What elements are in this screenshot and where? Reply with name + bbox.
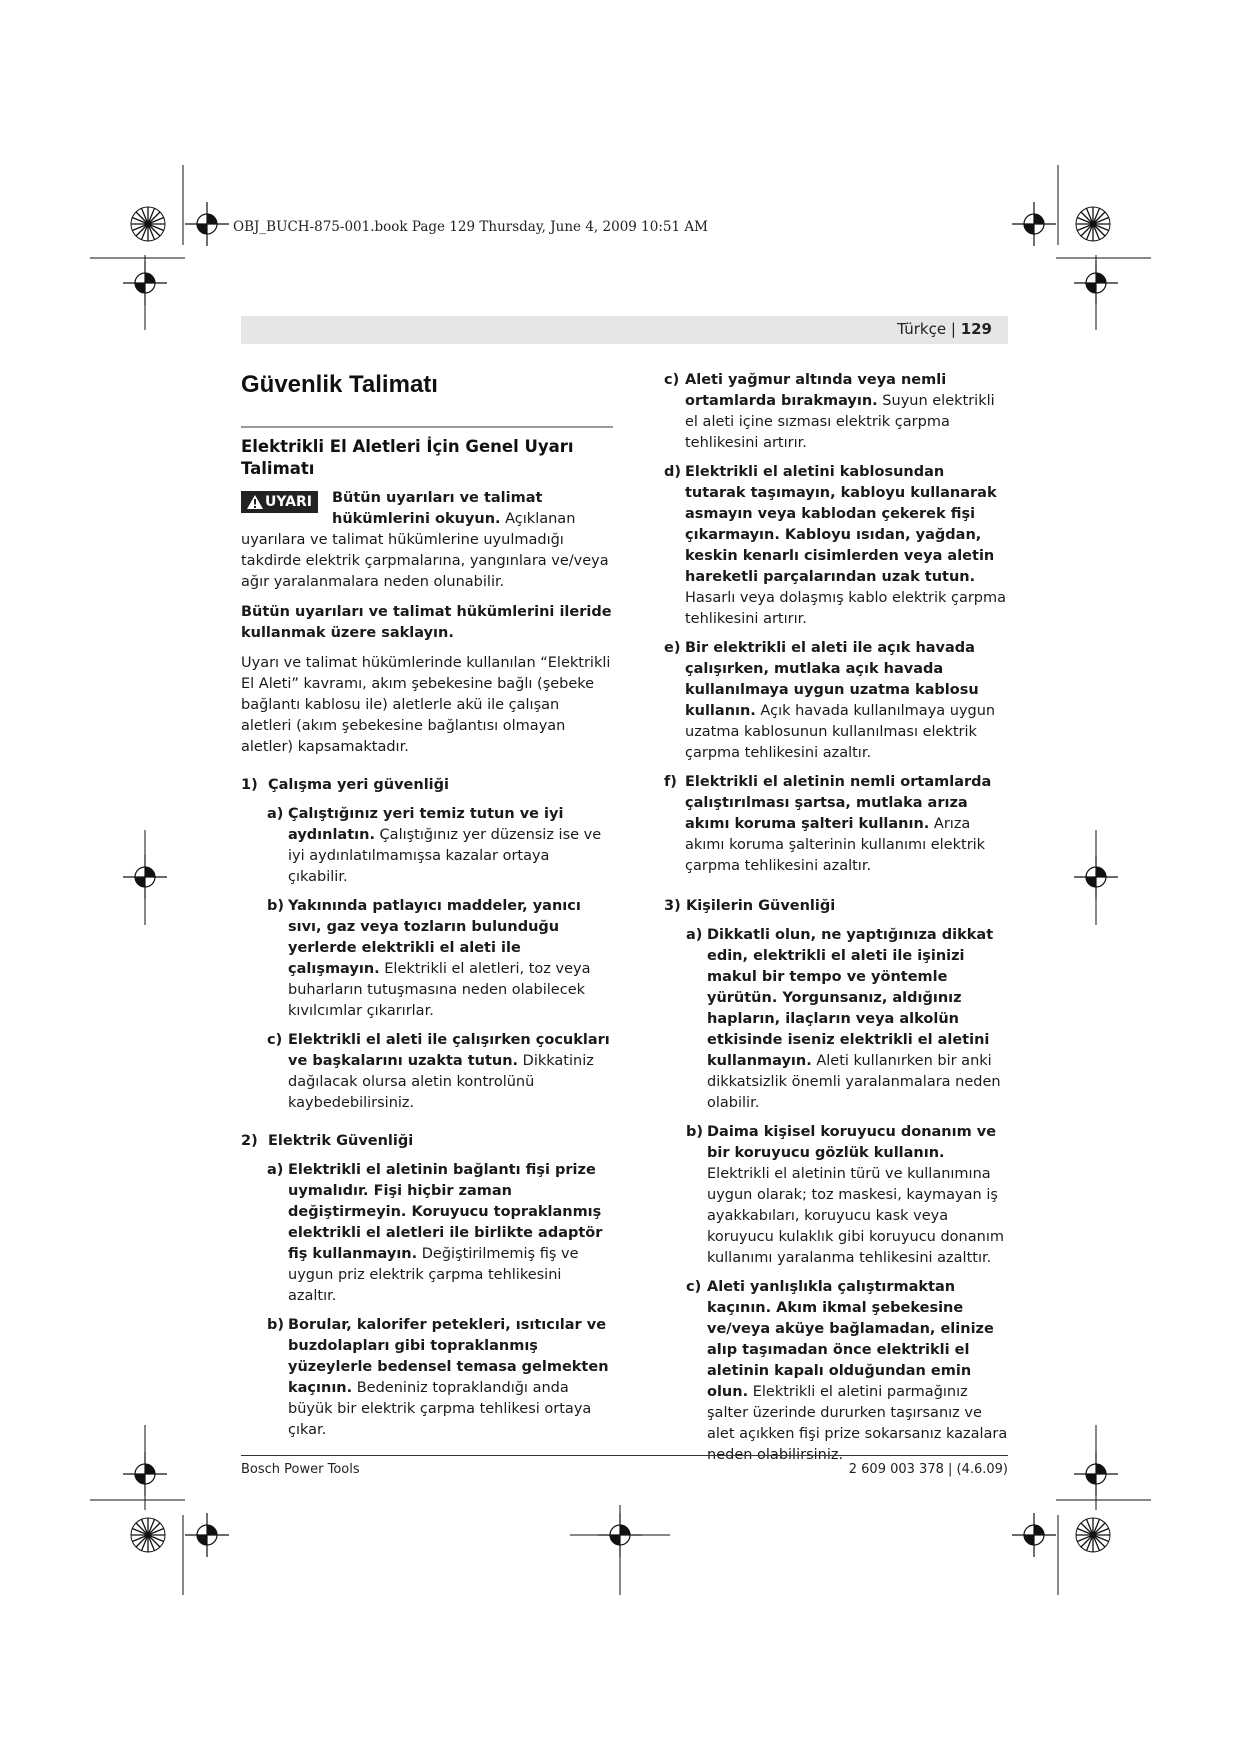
keep-instructions-note: Bütün uyarıları ve talimat hükümlerini ileride kullanmak üzere saklayın. <box>241 604 612 641</box>
section-1 <box>241 775 613 1114</box>
section-divider <box>241 426 613 428</box>
list-item: a) Dikkatli olun, ne yaptığınıza dikkat edin, elektrikli el aleti ile işinizi makul bir tempo ve yöntemle yürütün. Yorgunsanız, aldığınız hapların, ilaçların veya alkolün etkisinde iseniz elektrikli el aletini kullanmayın. Aleti kullanırken bir anki dikkatsizlik önemli yaralanmalara neden olabilir. <box>686 927 1001 1111</box>
list-item: c) Elektrikli el aleti ile çalışırken çocukları ve başkalarını uzakta tutun. Dikkatiniz dağılacak olursa aletin kontrolünü kaybedebilirsiniz. <box>267 1032 610 1111</box>
registration-mark-top-left <box>90 165 229 330</box>
warning-block <box>241 488 613 593</box>
warning-text: Bütün uyarıları ve talimat hükümlerini okuyun. Açıklanan uyarılara ve talimat hükümlerine uyulmadığı takdirde elektrik çarpmalarına, yangınlara ve/veya ağır yaralanmalara neden olunabilir. <box>241 490 609 590</box>
right-column <box>664 370 1008 1466</box>
list-item: b) Borular, kalorifer petekleri, ısıtıcılar ve buzdolapları gibi topraklanmış yüzeylerle bedensel temasa gelmekten kaçının. Bedeniniz topraklandığı anda büyük bir elektrik çarpma tehlikesi ortaya çıkar. <box>267 1317 609 1438</box>
page-header-bar <box>241 316 1008 344</box>
header-separator: | <box>946 320 961 338</box>
print-meta-line: OBJ_BUCH-875-001.book Page 129 Thursday, June 4, 2009 10:51 AM <box>233 219 708 235</box>
list-item: a) Elektrikli el aletinin bağlantı fişi prize uymalıdır. Fişi hiçbir zaman değiştirmeyin. Koruyucu topraklanmış elektrikli el aletleri ile birlikte adaptör fiş kullanmayın. Değiştirilmemiş fiş ve uygun priz elektrik çarpma tehlikesini azaltır. <box>267 1162 603 1304</box>
list-item: c) Aleti yağmur altında veya nemli ortamlarda bırakmayın. Suyun elektrikli el aleti içine sızması elektrik çarpma tehlikesini artırır. <box>664 372 995 451</box>
page-number: 129 <box>960 320 992 338</box>
list-item: a) Çalıştığınız yeri temiz tutun ve iyi aydınlatın. Çalıştığınız yer düzensiz ise ve iyi aydınlatılmamışsa kazalar ortaya çıkabilir. <box>267 806 602 885</box>
definition-paragraph: Uyarı ve talimat hükümlerinde kullanılan “Elektrikli El Aleti” kavramı, akım şebekesine bağlı (şebeke bağlantı kablosu ile) aletlerle akü ile çalışan aletleri (akım şebekesine bağlantısı olmayan aletler) kapsamaktadır. <box>241 655 611 755</box>
registration-mark-bottom-left <box>90 1425 229 1595</box>
page-title: Güvenlik Talimatı <box>241 371 438 398</box>
registration-mark-top-right <box>1012 165 1151 330</box>
registration-mark-bottom-right <box>1012 1425 1151 1595</box>
list-item: e) Bir elektrikli el aleti ile açık havada çalışırken, mutlaka açık havada kullanılmaya uygun uzatma kablosu kullanın. Açık havada kullanılmaya uygun uzatma kablosunun kullanılması elektrik çarpma tehlikesini azaltır. <box>664 640 996 761</box>
section-heading: 2) Elektrik Güvenliği <box>241 1133 414 1149</box>
list-item: b) Yakınında patlayıcı maddeler, yanıcı sıvı, gaz veya tozların bulunduğu yerlerde elektrikli el aleti ile çalışmayın. Elektrikli el aletleri, toz veya buharların tutuşmasına neden olabilecek kıvılcımlar çıkarırlar. <box>267 898 591 1019</box>
registration-mark-mid-left <box>123 830 167 925</box>
warning-badge: UYARI <box>241 491 318 513</box>
list-item: c) Aleti yanlışlıkla çalıştırmaktan kaçının. Akım ikmal şebekesine ve/veya aküye bağlamadan, elinize alıp taşımadan önce elektrikli el aletinin kapalı olduğundan emin olun. Elektrikli el aletini parmağınız şalter üzerinde dururken taşırsanız ve alet açıkken fişi prize sokarsanız kazalara neden olabilirsiniz. <box>686 1279 1008 1463</box>
section-3 <box>664 896 1008 1466</box>
footer-brand: Bosch Power Tools <box>241 1462 360 1477</box>
registration-mark-mid-right <box>1074 830 1118 925</box>
page-header <box>897 320 992 338</box>
page-footer <box>241 1455 1008 1477</box>
section-heading: Elektrikli El Aletleri İçin Genel Uyarı Talimatı <box>241 437 574 478</box>
section-heading: 3) Kişilerin Güvenliği <box>664 898 836 914</box>
list-item: b) Daima kişisel koruyucu donanım ve bir koruyucu gözlük kullanın. Elektrikli el aletinin türü ve kullanımına uygun olarak; toz maskesi, kaymayan iş ayakkabıları, koruyucu kask veya koruyucu kulaklık gibi koruyucu donanım kullanımı yaralanma tehlikesini azalttır. <box>686 1124 1004 1266</box>
header-language: Türkçe <box>897 320 947 338</box>
left-column <box>241 370 613 1441</box>
list-item: f) Elektrikli el aletinin nemli ortamlarda çalıştırılması şartsa, mutlaka arıza akımı koruma şalteri kullanın. Arıza akımı koruma şalterinin kullanımı elektrik çarpma tehlikesini azaltır. <box>664 774 992 874</box>
footer-doc-number: 2 609 003 378 | (4.6.09) <box>848 1462 1008 1477</box>
section-heading: 1) Çalışma yeri güvenliği <box>241 777 449 793</box>
section-2 <box>241 1131 613 1441</box>
warning-triangle-icon <box>247 495 263 509</box>
section-2-continued <box>664 370 1008 877</box>
registration-mark-bottom-center <box>570 1505 670 1595</box>
list-item: d) Elektrikli el aletini kablosundan tutarak taşımayın, kabloyu kullanarak asmayın veya kablodan çekerek fişi çıkarmayın. Kabloyu ısıdan, yağdan, keskin kenarlı cisimlerden veya aletin hareketli parçalarından uzak tutun. Hasarlı veya dolaşmış kablo elektrik çarpma tehlikesini artırır. <box>664 464 1007 627</box>
